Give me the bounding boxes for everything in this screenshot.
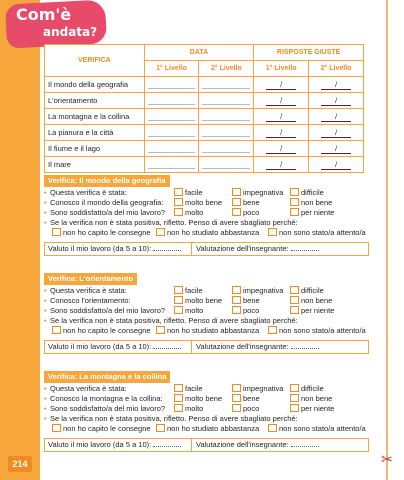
checkbox[interactable] — [290, 198, 299, 206]
reason-option[interactable]: non ho studiato abbastanza — [156, 424, 259, 434]
checkbox[interactable] — [290, 296, 299, 304]
option-2[interactable]: difficile — [290, 188, 324, 198]
option-0[interactable]: molto bene — [174, 394, 222, 404]
option-1[interactable]: poco — [232, 306, 259, 316]
score-field-level1[interactable]: / — [254, 93, 309, 109]
checkbox[interactable] — [156, 326, 165, 334]
question-row: • Conosco la montagna e la collina: molto bene bene non bene — [44, 394, 333, 403]
table-row — [45, 141, 364, 157]
evaluation-box — [44, 340, 369, 354]
self-evaluation[interactable]: Valuto il mio lavoro (da 5 a 10): — [48, 243, 181, 255]
reason-row — [44, 228, 369, 238]
header-score-level1: 1° Livello — [254, 61, 309, 77]
option-2[interactable]: difficile — [290, 384, 324, 394]
checkbox[interactable] — [290, 188, 299, 196]
date-field-level1[interactable] — [144, 141, 199, 157]
option-2[interactable]: non bene — [290, 296, 332, 306]
checkbox[interactable] — [174, 306, 183, 314]
checkbox[interactable] — [232, 384, 241, 392]
option-0[interactable]: molto — [174, 404, 203, 414]
teacher-evaluation[interactable]: Valutazione dell'insegnante: — [196, 439, 319, 451]
question-row: • Conosco il mondo della geografia: molto bene bene non bene — [44, 198, 333, 207]
row-topic: L'orientamento — [45, 93, 145, 109]
verifica-section — [44, 366, 369, 452]
results-table — [44, 44, 364, 173]
header-date-level2: 2° Livello — [199, 61, 254, 77]
checkbox[interactable] — [232, 286, 241, 294]
evaluation-box — [44, 438, 369, 452]
table-row — [45, 93, 364, 109]
date-field-level2[interactable] — [199, 77, 254, 93]
option-1[interactable]: bene — [232, 296, 260, 306]
checkbox[interactable] — [232, 208, 241, 216]
score-field-level1[interactable]: / — [254, 109, 309, 125]
checkbox[interactable] — [174, 404, 183, 412]
reason-option[interactable]: non ho capito le consegne — [52, 326, 151, 336]
row-topic: La montagna e la collina — [45, 109, 145, 125]
evaluation-box — [44, 242, 369, 256]
option-0[interactable]: molto bene — [174, 198, 222, 208]
checkbox[interactable] — [156, 424, 165, 432]
option-2[interactable]: non bene — [290, 198, 332, 208]
question-row: • Questa verifica è stata: facile impegnativa difficile — [44, 286, 324, 295]
option-0[interactable]: facile — [174, 286, 203, 296]
left-sidebar-band — [0, 0, 40, 480]
checkbox[interactable] — [268, 424, 277, 432]
option-0[interactable]: molto — [174, 208, 203, 218]
question-text: Sono soddisfatto/a del mio lavoro? — [50, 306, 166, 315]
page-subtitle: andata? — [43, 25, 98, 39]
checkbox[interactable] — [232, 404, 241, 412]
self-evaluation[interactable]: Valuto il mio lavoro (da 5 a 10): — [48, 439, 181, 451]
question-text: Se la verifica non è stata positiva, rifletto. Penso di avere sbagliato perché: — [50, 414, 298, 423]
checkbox[interactable] — [290, 306, 299, 314]
question-text: Se la verifica non è stata positiva, rifletto. Penso di avere sbagliato perché: — [50, 316, 298, 325]
verifica-section — [44, 170, 369, 256]
date-field-level2[interactable] — [199, 125, 254, 141]
option-1[interactable]: impegnativa — [232, 286, 283, 296]
option-2[interactable]: per niente — [290, 306, 334, 316]
section-title: Verifica: L'orientamento — [44, 273, 137, 285]
date-field-level1[interactable] — [144, 109, 199, 125]
score-field-level2[interactable]: / — [309, 157, 364, 173]
option-1[interactable]: poco — [232, 404, 259, 414]
checkbox[interactable] — [174, 208, 183, 216]
date-field-level1[interactable] — [144, 125, 199, 141]
table-row — [45, 77, 364, 93]
option-2[interactable]: non bene — [290, 394, 332, 404]
page-title: Com'è — [16, 5, 72, 24]
checkbox[interactable] — [232, 188, 241, 196]
option-2[interactable]: per niente — [290, 208, 334, 218]
verifica-section — [44, 268, 369, 354]
score-field-level2[interactable]: / — [309, 109, 364, 125]
reason-option[interactable]: non ho capito le consegne — [52, 228, 151, 238]
checkbox[interactable] — [290, 404, 299, 412]
checkbox[interactable] — [52, 228, 61, 236]
self-evaluation[interactable]: Valuto il mio lavoro (da 5 a 10): — [48, 341, 181, 353]
header-score-level2: 2° Livello — [309, 61, 364, 77]
date-field-level1[interactable] — [144, 93, 199, 109]
section-title: Verifica: Il mondo della geografia — [44, 175, 170, 187]
question-row: • Questa verifica è stata: facile impegnativa difficile — [44, 384, 324, 393]
option-0[interactable]: facile — [174, 188, 203, 198]
score-field-level2[interactable]: / — [309, 77, 364, 93]
reason-row — [44, 424, 369, 434]
score-field-level1[interactable]: / — [254, 141, 309, 157]
cut-line — [386, 0, 388, 480]
reason-row — [44, 326, 369, 336]
checkbox[interactable] — [290, 384, 299, 392]
option-1[interactable]: bene — [232, 198, 260, 208]
checkbox[interactable] — [156, 228, 165, 236]
checkbox[interactable] — [52, 326, 61, 334]
date-field-level2[interactable] — [199, 109, 254, 125]
page-number: 214 — [8, 456, 32, 472]
date-field-level2[interactable] — [199, 93, 254, 109]
date-field-level1[interactable] — [144, 77, 199, 93]
option-1[interactable]: impegnativa — [232, 384, 283, 394]
checkbox[interactable] — [232, 394, 241, 402]
question-text: Questa verifica è stata: — [50, 384, 127, 393]
option-0[interactable]: molto — [174, 306, 203, 316]
checkbox[interactable] — [174, 198, 183, 206]
teacher-evaluation[interactable]: Valutazione dell'insegnante: — [196, 243, 319, 255]
question-row: • Se la verifica non è stata positiva, rifletto. Penso di avere sbagliato perché: — [44, 316, 298, 325]
table-row — [45, 109, 364, 125]
row-topic: La pianura e la città — [45, 125, 145, 141]
date-field-level2[interactable] — [199, 141, 254, 157]
row-topic: Il fiume e il lago — [45, 141, 145, 157]
reason-option[interactable]: non ho studiato abbastanza — [156, 326, 259, 336]
option-1[interactable]: poco — [232, 208, 259, 218]
reason-option[interactable]: non sono stato/a attento/a — [268, 228, 366, 238]
checkbox[interactable] — [174, 384, 183, 392]
checkbox[interactable] — [174, 188, 183, 196]
section-title: Verifica: La montagna e la collina — [44, 371, 170, 383]
header-risposte: RISPOSTE GIUSTE — [254, 45, 364, 61]
reason-option[interactable]: non sono stato/a attento/a — [268, 424, 366, 434]
checkbox[interactable] — [174, 286, 183, 294]
reason-option[interactable]: non sono stato/a attento/a — [268, 326, 366, 336]
checkbox[interactable] — [268, 228, 277, 236]
score-field-level1[interactable]: / — [254, 125, 309, 141]
header-data: DATA — [144, 45, 254, 61]
question-text: Questa verifica è stata: — [50, 286, 127, 295]
option-1[interactable]: bene — [232, 394, 260, 404]
question-text: Se la verifica non è stata positiva, rifletto. Penso di avere sbagliato perché: — [50, 218, 298, 227]
header-verifica: VERIFICA — [45, 45, 145, 77]
header-date-level1: 1° Livello — [144, 61, 199, 77]
checkbox[interactable] — [232, 198, 241, 206]
teacher-evaluation[interactable]: Valutazione dell'insegnante: — [196, 341, 319, 353]
question-text: Conosco l'orientamento: — [50, 296, 131, 305]
question-text: Conosco il mondo della geografia: — [50, 198, 164, 207]
question-row: • Sono soddisfatto/a del mio lavoro? molto poco per niente — [44, 306, 335, 315]
checkbox[interactable] — [268, 326, 277, 334]
question-row: • Sono soddisfatto/a del mio lavoro? molto poco per niente — [44, 208, 335, 217]
question-text: Conosco la montagna e la collina: — [50, 394, 163, 403]
reason-option[interactable]: non ho studiato abbastanza — [156, 228, 259, 238]
score-field-level2[interactable]: / — [309, 141, 364, 157]
question-row: • Conosco l'orientamento: molto bene bene non bene — [44, 296, 333, 305]
question-row: • Se la verifica non è stata positiva, rifletto. Penso di avere sbagliato perché: — [44, 414, 298, 423]
table-row — [45, 125, 364, 141]
reason-option[interactable]: non ho capito le consegne — [52, 424, 151, 434]
question-text: Sono soddisfatto/a del mio lavoro? — [50, 208, 166, 217]
option-2[interactable]: difficile — [290, 286, 324, 296]
checkbox[interactable] — [174, 296, 183, 304]
page-title-badge — [6, 2, 106, 46]
question-text: Sono soddisfatto/a del mio lavoro? — [50, 404, 166, 413]
checkbox[interactable] — [290, 286, 299, 294]
checkbox[interactable] — [174, 394, 183, 402]
checkbox[interactable] — [232, 306, 241, 314]
checkbox[interactable] — [232, 296, 241, 304]
option-2[interactable]: per niente — [290, 404, 334, 414]
checkbox[interactable] — [290, 394, 299, 402]
question-row: • Sono soddisfatto/a del mio lavoro? molto poco per niente — [44, 404, 335, 413]
question-text: Questa verifica è stata: — [50, 188, 127, 197]
option-1[interactable]: impegnativa — [232, 188, 283, 198]
question-row: • Se la verifica non è stata positiva, rifletto. Penso di avere sbagliato perché: — [44, 218, 298, 227]
question-row: • Questa verifica è stata: facile impegnativa difficile — [44, 188, 324, 197]
option-0[interactable]: molto bene — [174, 296, 222, 306]
score-field-level1[interactable]: / — [254, 77, 309, 93]
checkbox[interactable] — [52, 424, 61, 432]
row-topic: Il mare — [45, 157, 145, 173]
row-topic: Il mondo della geografia — [45, 77, 145, 93]
scissors-icon: ✂ — [381, 451, 393, 467]
score-field-level1[interactable]: / — [254, 157, 309, 173]
score-field-level2[interactable]: / — [309, 125, 364, 141]
score-field-level2[interactable]: / — [309, 93, 364, 109]
option-0[interactable]: facile — [174, 384, 203, 394]
checkbox[interactable] — [290, 208, 299, 216]
